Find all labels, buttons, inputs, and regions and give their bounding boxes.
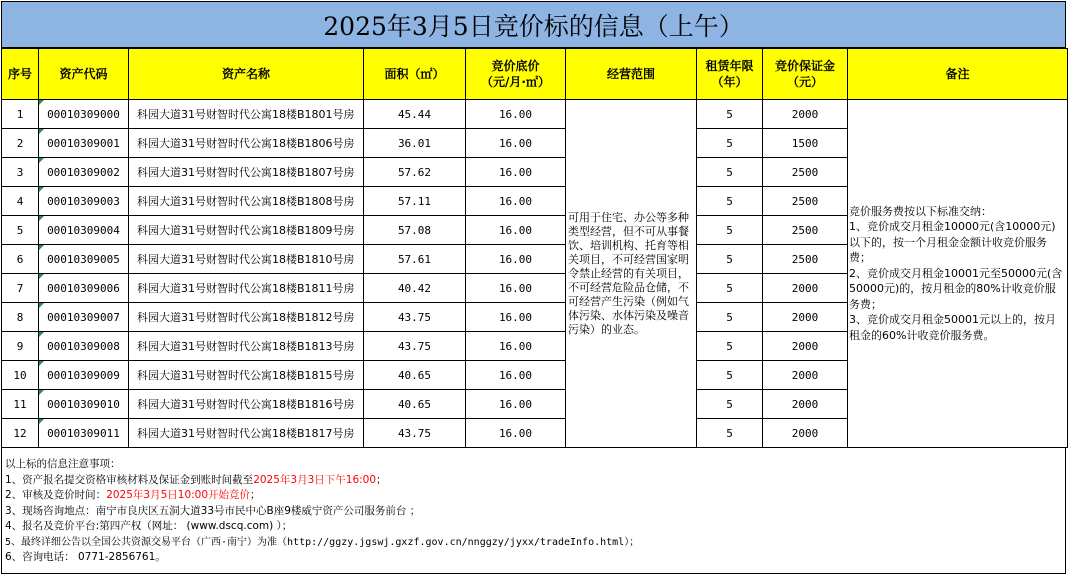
header-deposit-line1: 竞价保证金 <box>774 59 835 73</box>
cell-deposit[interactable]: 2000 <box>763 303 848 332</box>
cell-code[interactable]: 00010309000 <box>39 100 129 129</box>
cell-seq[interactable]: 9 <box>2 332 39 361</box>
cell-seq[interactable]: 10 <box>2 361 39 390</box>
notes-panel <box>1 448 1066 574</box>
note-1-deadline: 2025年3月3日下午16:00 <box>253 473 377 486</box>
header-deposit <box>763 49 848 100</box>
cell-seq[interactable]: 11 <box>2 390 39 419</box>
cell-deposit[interactable]: 2000 <box>763 361 848 390</box>
note-line-4: 4、报名及竞价平台:第四产权（网址： (www.dscq.com) ）； <box>5 520 293 532</box>
cell-term[interactable]: 5 <box>697 100 763 129</box>
cell-seq[interactable]: 12 <box>2 419 39 448</box>
cell-term[interactable]: 5 <box>697 390 763 419</box>
cell-price[interactable]: 16.00 <box>466 216 566 245</box>
cell-deposit[interactable]: 1500 <box>763 129 848 158</box>
cell-seq[interactable]: 5 <box>2 216 39 245</box>
header-term <box>697 49 763 100</box>
header-price <box>466 49 566 100</box>
cell-term[interactable]: 5 <box>697 158 763 187</box>
cell-deposit[interactable]: 2000 <box>763 274 848 303</box>
header-row <box>2 49 1068 100</box>
cell-price[interactable]: 16.00 <box>466 100 566 129</box>
cell-deposit[interactable]: 2500 <box>763 245 848 274</box>
cell-price[interactable]: 16.00 <box>466 129 566 158</box>
cell-seq[interactable]: 7 <box>2 274 39 303</box>
remark-line: 1、竞价成交月租金10000元(含10000元)以下的，按一个月租金金额计收竞价服务费； <box>849 220 1056 265</box>
cell-term[interactable]: 5 <box>697 216 763 245</box>
header-remark: 备注 <box>848 49 1068 100</box>
cell-price[interactable]: 16.00 <box>466 332 566 361</box>
asset-table <box>1 48 1068 448</box>
cell-price[interactable]: 16.00 <box>466 245 566 274</box>
header-price-line1: 竞价底价 <box>491 59 540 73</box>
cell-area[interactable]: 36.01 <box>364 129 466 158</box>
cell-area[interactable]: 43.75 <box>364 303 466 332</box>
cell-code[interactable]: 00010309002 <box>39 158 129 187</box>
cell-term[interactable]: 5 <box>697 419 763 448</box>
cell-name[interactable]: 科园大道31号财智时代公寓18楼B1817号房 <box>129 419 364 448</box>
note-2-prefix: 2、审核及竞价时间： <box>5 489 107 501</box>
table-row <box>2 100 1068 129</box>
note-2-time: 2025年3月5日10:00开始竞价 <box>106 489 251 501</box>
header-area: 面积（㎡） <box>364 49 466 100</box>
cell-price[interactable]: 16.00 <box>466 274 566 303</box>
cell-code[interactable]: 00010309003 <box>39 187 129 216</box>
cell-price[interactable]: 16.00 <box>466 158 566 187</box>
cell-deposit[interactable]: 2000 <box>763 419 848 448</box>
cell-name[interactable]: 科园大道31号财智时代公寓18楼B1808号房 <box>129 187 364 216</box>
cell-price[interactable]: 16.00 <box>466 390 566 419</box>
cell-name[interactable]: 科园大道31号财智时代公寓18楼B1801号房 <box>129 100 364 129</box>
cell-term[interactable]: 5 <box>697 274 763 303</box>
cell-deposit[interactable]: 2000 <box>763 332 848 361</box>
note-line-1 <box>5 473 1062 489</box>
cell-seq[interactable]: 1 <box>2 100 39 129</box>
cell-name[interactable]: 科园大道31号财智时代公寓18楼B1816号房 <box>129 390 364 419</box>
cell-area[interactable]: 43.75 <box>364 419 466 448</box>
header-code: 资产代码 <box>39 49 129 100</box>
cell-scope[interactable]: 可用于住宅、办公等多种类型经营，但不可从事餐饮、培训机构、托育等相关项目，不可经营国家明令禁止经营的有关项目，不可经营危险品仓储，不可经营产生污染（例如气体污染、水体污染及噪音污染）的业态。 <box>566 100 697 448</box>
header-term-line2: （年） <box>711 75 748 89</box>
cell-term[interactable]: 5 <box>697 187 763 216</box>
cell-code[interactable]: 00010309007 <box>39 303 129 332</box>
note-line-2 <box>5 488 1062 504</box>
header-scope: 经营范围 <box>566 49 697 100</box>
note-1-prefix: 1、资产报名提交资格审核材料及保证金到账时间截至 <box>5 473 254 486</box>
cell-price[interactable]: 16.00 <box>466 361 566 390</box>
cell-seq[interactable]: 4 <box>2 187 39 216</box>
cell-area[interactable]: 40.65 <box>364 361 466 390</box>
cell-seq[interactable]: 3 <box>2 158 39 187</box>
note-line-6: 6、咨询电话： 0771-2856761。 <box>5 551 166 563</box>
cell-code[interactable]: 00010309004 <box>39 216 129 245</box>
cell-name[interactable]: 科园大道31号财智时代公寓18楼B1813号房 <box>129 332 364 361</box>
cell-term[interactable]: 5 <box>697 332 763 361</box>
cell-code[interactable]: 00010309009 <box>39 361 129 390</box>
note-line-5: 5、最终详细公告以全国公共资源交易平台（广西·南宁）为准（http://ggzy.jgswj.gxzf.gov.cn/nnggzy/jyxx/tradeInfo.html）； <box>5 536 640 548</box>
note-line-3: 3、现场咨询地点：南宁市良庆区五洞大道33号市民中心B座9楼威宁资产公司服务前台 ； <box>5 504 421 517</box>
cell-name[interactable]: 科园大道31号财智时代公寓18楼B1812号房 <box>129 303 364 332</box>
note-2-suffix: ； <box>250 489 261 501</box>
cell-price[interactable]: 16.00 <box>466 419 566 448</box>
cell-code[interactable]: 00010309011 <box>39 419 129 448</box>
cell-deposit[interactable]: 2500 <box>763 216 848 245</box>
cell-price[interactable]: 16.00 <box>466 303 566 332</box>
cell-name[interactable]: 科园大道31号财智时代公寓18楼B1807号房 <box>129 158 364 187</box>
header-seq: 序号 <box>2 49 39 100</box>
cell-remark[interactable] <box>848 100 1068 448</box>
cell-code[interactable]: 00010309001 <box>39 129 129 158</box>
cell-area[interactable]: 43.75 <box>364 332 466 361</box>
cell-deposit[interactable]: 2500 <box>763 158 848 187</box>
cell-name[interactable]: 科园大道31号财智时代公寓18楼B1806号房 <box>129 129 364 158</box>
remark-line: 2、竞价成交月租金10001元至50000元(含50000元)的，按月租金的80%计收竞价服务费； <box>849 266 1063 311</box>
cell-code[interactable]: 00010309006 <box>39 274 129 303</box>
cell-term[interactable]: 5 <box>697 361 763 390</box>
cell-area[interactable]: 57.11 <box>364 187 466 216</box>
notes-heading: 以上标的信息注意事项： <box>5 458 121 470</box>
cell-area[interactable]: 57.08 <box>364 216 466 245</box>
cell-area[interactable]: 40.42 <box>364 274 466 303</box>
note-1-suffix: ； <box>376 473 387 486</box>
cell-term[interactable]: 5 <box>697 129 763 158</box>
cell-area[interactable]: 57.61 <box>364 245 466 274</box>
cell-name[interactable]: 科园大道31号财智时代公寓18楼B1811号房 <box>129 274 364 303</box>
cell-name[interactable]: 科园大道31号财智时代公寓18楼B1815号房 <box>129 361 364 390</box>
remark-line: 3、竞价成交月租金50001元以上的，按月租金的60%计收竞价服务费。 <box>849 313 1056 342</box>
header-name: 资产名称 <box>129 49 364 100</box>
cell-seq[interactable]: 2 <box>2 129 39 158</box>
sheet-title: 2025年3月5日竞价标的信息（上午） <box>1 1 1066 48</box>
remark-line: 竞价服务费按以下标准交纳： <box>849 204 992 218</box>
cell-deposit[interactable]: 2000 <box>763 390 848 419</box>
cell-deposit[interactable]: 2500 <box>763 187 848 216</box>
cell-area[interactable]: 45.44 <box>364 100 466 129</box>
header-price-line2: （元/月·㎡） <box>481 75 550 89</box>
cell-area[interactable]: 40.65 <box>364 390 466 419</box>
cell-deposit[interactable]: 2000 <box>763 100 848 129</box>
cell-code[interactable]: 00010309008 <box>39 332 129 361</box>
cell-term[interactable]: 5 <box>697 303 763 332</box>
cell-area[interactable]: 57.62 <box>364 158 466 187</box>
cell-seq[interactable]: 6 <box>2 245 39 274</box>
cell-seq[interactable]: 8 <box>2 303 39 332</box>
cell-code[interactable]: 00010309005 <box>39 245 129 274</box>
cell-code[interactable]: 00010309010 <box>39 390 129 419</box>
cell-price[interactable]: 16.00 <box>466 187 566 216</box>
header-deposit-line2: （元） <box>786 75 823 89</box>
header-term-line1: 租赁年限 <box>705 59 754 73</box>
cell-name[interactable]: 科园大道31号财智时代公寓18楼B1810号房 <box>129 245 364 274</box>
cell-term[interactable]: 5 <box>697 245 763 274</box>
cell-name[interactable]: 科园大道31号财智时代公寓18楼B1809号房 <box>129 216 364 245</box>
